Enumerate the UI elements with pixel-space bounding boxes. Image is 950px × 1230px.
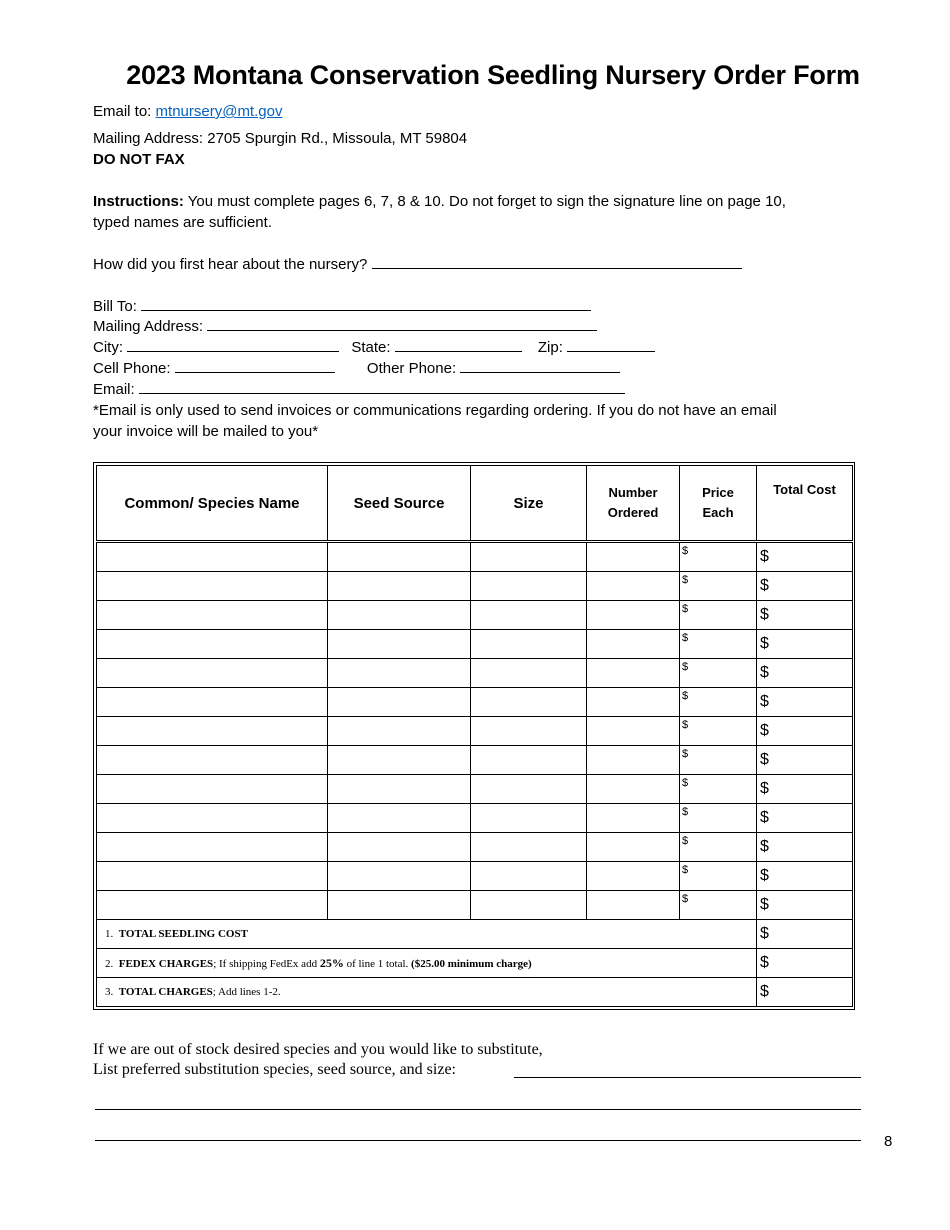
species-cell[interactable]	[97, 630, 328, 659]
seed-source-cell[interactable]	[328, 775, 471, 804]
seed-source-cell[interactable]	[328, 717, 471, 746]
total-cost-cell[interactable]: $	[757, 659, 853, 688]
table-row	[97, 891, 853, 920]
header-number-ordered	[587, 466, 680, 542]
page-title: 2023 Montana Conservation Seedling Nursery Order Form	[126, 60, 860, 90]
species-cell[interactable]	[97, 542, 328, 572]
substitution-line-2: List preferred substitution species, seed source, and size:	[93, 1061, 456, 1078]
total-cost-cell[interactable]: $	[757, 891, 853, 920]
substitution-field-2[interactable]	[95, 1109, 861, 1110]
bill-to-field[interactable]	[141, 296, 591, 311]
species-cell[interactable]	[97, 688, 328, 717]
zip-field[interactable]	[567, 337, 655, 352]
instructions-text-2: typed names are sufficient.	[93, 214, 272, 231]
fedex-text-a: ; If shipping FedEx add	[213, 957, 320, 970]
bill-to-row	[93, 296, 591, 317]
summary-row-2	[97, 949, 853, 978]
order-table	[93, 462, 855, 1010]
total-cost-cell[interactable]: $	[757, 833, 853, 862]
city-field[interactable]	[127, 337, 339, 352]
currency-symbol: $	[682, 632, 689, 644]
number-ordered-cell[interactable]	[587, 630, 680, 659]
seed-source-cell[interactable]	[328, 542, 471, 572]
summary-label-3	[97, 978, 757, 1007]
summary-num-2: 2.	[105, 957, 114, 970]
table-row	[97, 775, 853, 804]
total-cost-cell[interactable]: $	[757, 775, 853, 804]
size-cell[interactable]	[471, 717, 587, 746]
price-each-cell[interactable]	[680, 717, 757, 746]
summary-text-1: TOTAL SEEDLING COST	[118, 928, 248, 940]
currency-symbol: $	[682, 574, 689, 586]
fedex-percent: 25%	[319, 955, 344, 970]
seed-source-cell[interactable]	[328, 746, 471, 775]
instructions-text-1: You must complete pages 6, 7, 8 & 10. Do not forget to sign the signature line on page 10,	[183, 193, 786, 210]
email-row	[93, 379, 625, 400]
fedex-text-b: of line 1 total.	[343, 957, 412, 970]
cell-phone-label: Cell Phone:	[93, 360, 171, 377]
size-cell[interactable]	[471, 775, 587, 804]
price-each-cell[interactable]	[680, 746, 757, 775]
header-price-line2: Each	[702, 505, 734, 520]
number-ordered-cell[interactable]	[587, 862, 680, 891]
number-ordered-cell[interactable]	[587, 804, 680, 833]
size-cell[interactable]	[471, 746, 587, 775]
hear-about-label: How did you first hear about the nursery?	[93, 256, 368, 273]
header-number-line1: Number	[608, 485, 658, 500]
price-each-cell[interactable]	[680, 630, 757, 659]
price-each-cell[interactable]	[680, 862, 757, 891]
table-row	[97, 659, 853, 688]
email-link[interactable]: mtnursery@mt.gov	[155, 103, 283, 120]
table-row	[97, 601, 853, 630]
total-cost-cell[interactable]: $	[757, 804, 853, 833]
substitution-line-1: If we are out of stock desired species and you would like to substitute,	[93, 1041, 543, 1058]
species-cell[interactable]	[97, 659, 328, 688]
seed-source-cell[interactable]	[328, 630, 471, 659]
currency-symbol: $	[682, 661, 689, 673]
number-ordered-cell[interactable]	[587, 833, 680, 862]
header-size: Size	[471, 466, 587, 542]
seed-source-cell[interactable]	[328, 862, 471, 891]
mailing-address-label: Mailing Address:	[93, 318, 204, 335]
price-each-cell[interactable]	[680, 688, 757, 717]
currency-symbol: $	[682, 603, 689, 615]
cell-phone-field[interactable]	[175, 358, 335, 373]
state-label: State:	[351, 339, 391, 356]
size-cell[interactable]	[471, 688, 587, 717]
size-cell[interactable]	[471, 572, 587, 601]
summary-row-1	[97, 920, 853, 949]
size-cell[interactable]	[471, 804, 587, 833]
size-cell[interactable]	[471, 862, 587, 891]
header-total-cost: Total Cost	[757, 466, 853, 542]
size-cell[interactable]	[471, 601, 587, 630]
number-ordered-cell[interactable]	[587, 746, 680, 775]
number-ordered-cell[interactable]	[587, 542, 680, 572]
total-seedling-cost-field[interactable]: $	[757, 920, 853, 949]
number-ordered-cell[interactable]	[587, 717, 680, 746]
size-cell[interactable]	[471, 542, 587, 572]
total-cost-cell[interactable]: $	[757, 542, 853, 572]
fedex-charges-field[interactable]: $	[757, 949, 853, 978]
currency-symbol: $	[682, 835, 689, 847]
seed-source-cell[interactable]	[328, 601, 471, 630]
price-each-cell[interactable]	[680, 659, 757, 688]
total-charges-label: TOTAL CHARGES	[118, 986, 213, 998]
email-line	[93, 101, 282, 122]
header-price-each	[680, 466, 757, 542]
summary-num-1: 1.	[105, 928, 114, 940]
number-ordered-cell[interactable]	[587, 572, 680, 601]
fedex-minimum: ($25.00 minimum charge)	[411, 957, 532, 970]
currency-symbol: $	[682, 690, 689, 702]
seed-source-cell[interactable]	[328, 891, 471, 920]
zip-label: Zip:	[537, 339, 563, 356]
currency-symbol: $	[682, 748, 689, 760]
summary-label-2	[97, 949, 757, 978]
table-row	[97, 862, 853, 891]
instructions-label: Instructions:	[93, 193, 184, 210]
phone-row	[93, 358, 620, 379]
table-row	[97, 833, 853, 862]
seed-source-cell[interactable]	[328, 659, 471, 688]
summary-row-3	[97, 978, 853, 1007]
summary-num-3: 3.	[105, 986, 114, 998]
substitution-field-1[interactable]	[514, 1077, 861, 1078]
number-ordered-cell[interactable]	[587, 659, 680, 688]
species-cell[interactable]	[97, 891, 328, 920]
table-row	[97, 572, 853, 601]
email-field[interactable]	[139, 379, 625, 394]
state-field[interactable]	[395, 337, 522, 352]
seed-source-cell[interactable]	[328, 804, 471, 833]
total-cost-cell[interactable]: $	[757, 688, 853, 717]
mailing-address-row	[93, 316, 597, 337]
email-field-label: Email:	[93, 381, 135, 398]
number-ordered-cell[interactable]	[587, 775, 680, 804]
species-cell[interactable]	[97, 804, 328, 833]
size-cell[interactable]	[471, 630, 587, 659]
price-each-cell[interactable]	[680, 891, 757, 920]
total-cost-cell[interactable]: $	[757, 630, 853, 659]
mailing-address: Mailing Address: 2705 Spurgin Rd., Missoula, MT 59804	[93, 130, 468, 147]
species-cell[interactable]	[97, 862, 328, 891]
total-cost-cell[interactable]: $	[757, 862, 853, 891]
seed-source-cell[interactable]	[328, 572, 471, 601]
total-cost-cell[interactable]: $	[757, 746, 853, 775]
header-seed-source: Seed Source	[328, 466, 471, 542]
number-ordered-cell[interactable]	[587, 688, 680, 717]
bill-to-label: Bill To:	[93, 298, 137, 315]
header-price-line1: Price	[702, 485, 734, 500]
hear-about-field[interactable]	[372, 254, 742, 269]
table-body	[97, 542, 853, 920]
price-each-cell[interactable]	[680, 601, 757, 630]
table-row	[97, 630, 853, 659]
instructions-line-1	[93, 191, 786, 212]
species-cell[interactable]	[97, 746, 328, 775]
summary-label-1	[97, 920, 757, 949]
number-ordered-cell[interactable]	[587, 891, 680, 920]
species-cell[interactable]	[97, 775, 328, 804]
seed-source-cell[interactable]	[328, 833, 471, 862]
price-each-cell[interactable]	[680, 804, 757, 833]
total-cost-cell[interactable]: $	[757, 717, 853, 746]
email-label: Email to:	[93, 103, 152, 120]
currency-symbol: $	[682, 806, 689, 818]
table-row	[97, 746, 853, 775]
price-each-cell[interactable]	[680, 833, 757, 862]
total-cost-cell[interactable]: $	[757, 601, 853, 630]
currency-symbol: $	[682, 864, 689, 876]
other-phone-label: Other Phone:	[366, 360, 457, 377]
header-species: Common/ Species Name	[97, 466, 328, 542]
fedex-label: FEDEX CHARGES	[118, 957, 214, 970]
table-row	[97, 804, 853, 833]
mailing-address-field[interactable]	[207, 316, 597, 331]
page-number: 8	[884, 1133, 893, 1150]
hear-about-row	[93, 254, 742, 275]
currency-symbol: $	[682, 893, 689, 905]
email-note-1: *Email is only used to send invoices or communications regarding ordering. If you do not have an email	[93, 402, 777, 419]
price-each-cell[interactable]	[680, 775, 757, 804]
email-note-2: your invoice will be mailed to you*	[93, 423, 319, 440]
table-row	[97, 688, 853, 717]
size-cell[interactable]	[471, 659, 587, 688]
size-cell[interactable]	[471, 833, 587, 862]
table-header	[97, 466, 853, 542]
price-each-cell[interactable]	[680, 542, 757, 572]
species-cell[interactable]	[97, 717, 328, 746]
price-each-cell[interactable]	[680, 572, 757, 601]
currency-symbol: $	[682, 545, 689, 557]
total-charges-field[interactable]: $	[757, 978, 853, 1007]
other-phone-field[interactable]	[460, 358, 620, 373]
table-row	[97, 542, 853, 572]
number-ordered-cell[interactable]	[587, 601, 680, 630]
seed-source-cell[interactable]	[328, 688, 471, 717]
currency-symbol: $	[682, 777, 689, 789]
total-cost-cell[interactable]: $	[757, 572, 853, 601]
header-number-line2: Ordered	[607, 505, 659, 520]
total-charges-text: ; Add lines 1-2.	[212, 986, 281, 998]
no-fax-notice: DO NOT FAX	[93, 151, 185, 168]
city-state-zip-row	[93, 337, 655, 358]
species-cell[interactable]	[97, 601, 328, 630]
species-cell[interactable]	[97, 833, 328, 862]
currency-symbol: $	[682, 719, 689, 731]
city-label: City:	[93, 339, 123, 356]
substitution-field-3[interactable]	[95, 1140, 861, 1141]
table-row	[97, 717, 853, 746]
size-cell[interactable]	[471, 891, 587, 920]
species-cell[interactable]	[97, 572, 328, 601]
